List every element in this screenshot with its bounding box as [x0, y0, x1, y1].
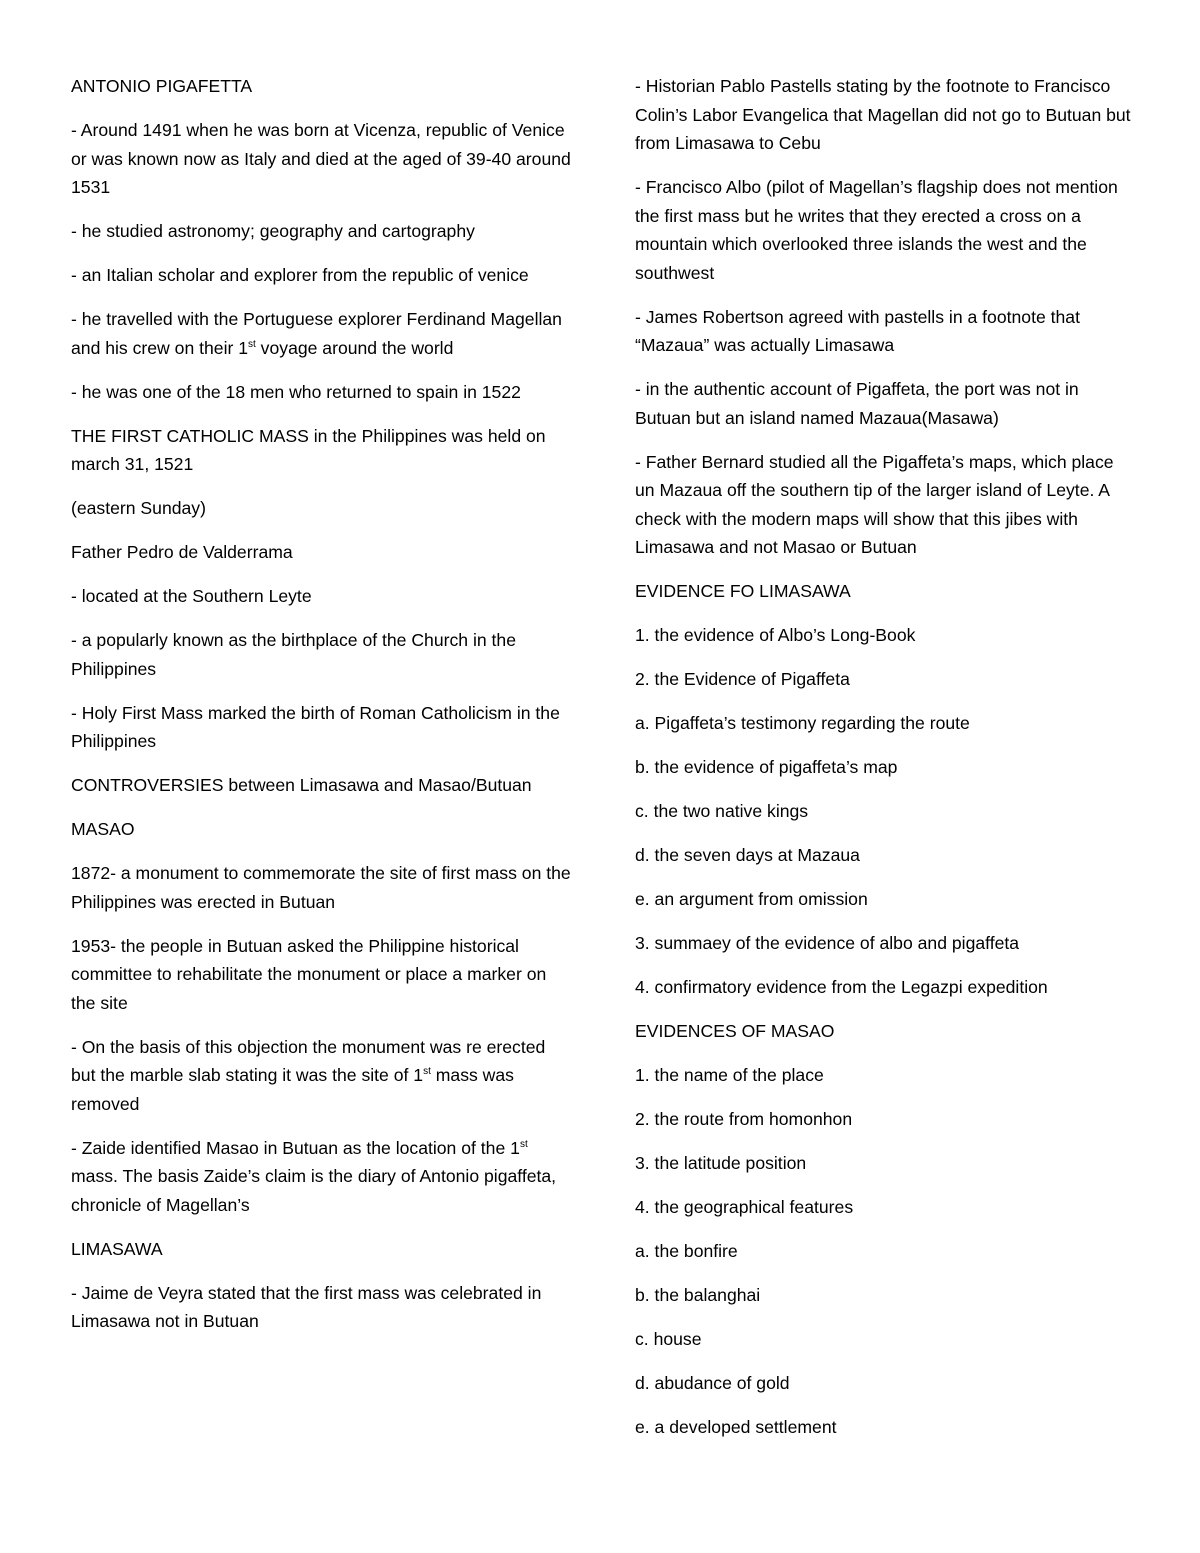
paragraph-jaime-de-veyra: - Jaime de Veyra stated that the first mass was celebrated in Limasawa not in Butuan — [71, 1282, 542, 1331]
list-item: b. the balanghai — [635, 1285, 761, 1305]
superscript: st — [519, 1138, 528, 1150]
paragraph-scholar: - an Italian scholar and explorer from the republic of venice — [71, 265, 529, 285]
list-item: e. an argument from omission — [635, 889, 868, 909]
superscript: st — [248, 338, 256, 350]
heading-controversies: CONTROVERSIES between Limasawa and Masao/Butuan — [71, 775, 532, 795]
superscript: st — [423, 1066, 431, 1077]
paragraph-born: - Around 1491 when he was born at Vicenza, republic of Venice or was known now as Italy and died at the aged of 39-40 around 1531 — [71, 120, 571, 197]
paragraph-holy-first-mass: - Holy First Mass marked the birth of Roman Catholicism in the Philippines — [71, 702, 560, 751]
paragraph-returned: - he was one of the 18 men who returned to spain in 1522 — [71, 381, 521, 402]
list-item: 3. summaey of the evidence of albo and pigaffeta — [635, 933, 1020, 953]
right-column — [635, 72, 1135, 1457]
paragraph-basis — [71, 1033, 571, 1119]
paragraph-eastern-sunday: (eastern Sunday) — [71, 498, 206, 518]
heading-evidences-masao: EVIDENCES OF MASAO — [635, 1021, 835, 1041]
text-segment: - On the basis of this objection the monument was re erected but the marble slab stating it was the site of 1 — [71, 1036, 546, 1085]
paragraph-1953: 1953- the people in Butuan asked the Philippine historical committee to rehabilitate the monument or place a marker on the site — [71, 935, 547, 1013]
heading-limasawa: LIMASAWA — [71, 1238, 163, 1259]
paragraph-1872: 1872- a monument to commemorate the site of first mass on the Philippines was erected in Butuan — [71, 863, 571, 912]
paragraph-travelled — [71, 305, 571, 362]
paragraph-studied: - he studied astronomy; geography and cartography — [71, 221, 475, 241]
list-item: a. Pigaffeta’s testimony regarding the route — [635, 713, 970, 733]
paragraph-birthplace: - a popularly known as the birthplace of the Church in the Philippines — [71, 630, 516, 679]
list-item: 1. the evidence of Albo’s Long-Book — [635, 625, 916, 645]
list-item: c. house — [635, 1329, 702, 1349]
list-item: 3. the latitude position — [635, 1153, 807, 1173]
paragraph-located: - located at the Southern Leyte — [71, 586, 312, 606]
heading-antonio-pigafetta: ANTONIO PIGAFETTA — [71, 76, 253, 96]
list-item: 4. the geographical features — [635, 1197, 854, 1217]
left-column — [71, 72, 571, 1351]
paragraph-pastells: - Historian Pablo Pastells stating by the footnote to Francisco Colin’s Labor Evangelica that Magellan did not go to Butuan but from Limasawa to Cebu — [635, 76, 1131, 153]
list-item: e. a developed settlement — [635, 1417, 837, 1437]
heading-evidence-limasawa: EVIDENCE FO LIMASAWA — [635, 581, 851, 601]
paragraph-father-pedro: Father Pedro de Valderrama — [71, 542, 293, 562]
list-item: 4. confirmatory evidence from the Legazpi expedition — [635, 977, 1048, 997]
paragraph-albo: - Francisco Albo (pilot of Magellan’s flagship does not mention the first mass but he writes that they erected a cross on a mountain which overlooked three islands the west and the southwest — [635, 177, 1118, 283]
list-item: a. the bonfire — [635, 1241, 738, 1261]
text-segment: voyage around the world — [255, 337, 454, 358]
list-item: 2. the Evidence of Pigaffeta — [635, 669, 850, 689]
paragraph-zaide — [71, 1134, 571, 1220]
text-segment: - Zaide identified Masao in Butuan as the location of the 1 — [71, 1137, 520, 1158]
list-item: c. the two native kings — [635, 801, 809, 821]
text-segment: - he travelled with the Portuguese explorer Ferdinand Magellan and his crew on their 1 — [71, 309, 562, 358]
text-segment: mass was removed — [71, 1065, 514, 1114]
list-item: 1. the name of the place — [635, 1065, 824, 1085]
heading-masao: MASAO — [71, 819, 135, 839]
paragraph-first-mass: THE FIRST CATHOLIC MASS in the Philippines was held on march 31, 1521 — [71, 425, 546, 474]
list-item: d. abudance of gold — [635, 1373, 790, 1393]
paragraph-authentic-account: - in the authentic account of Pigaffeta, the port was not in Butuan but an island named Mazaua(Masawa) — [635, 379, 1079, 428]
list-item: 2. the route from homonhon — [635, 1109, 853, 1129]
text-segment: mass. The basis Zaide’s claim is the diary of Antonio pigaffeta, chronicle of Magellan’s — [71, 1166, 557, 1215]
paragraph-robertson: - James Robertson agreed with pastells in a footnote that “Mazaua” was actually Limasawa — [635, 306, 1080, 355]
list-item: b. the evidence of pigaffeta’s map — [635, 757, 898, 777]
list-item: d. the seven days at Mazaua — [635, 845, 860, 865]
paragraph-father-bernard: - Father Bernard studied all the Pigaffeta’s maps, which place un Mazaua off the southern tip of the larger island of Leyte. A check with the modern maps will show that this jibes with Limasawa and not Masao or Butuan — [635, 451, 1114, 557]
